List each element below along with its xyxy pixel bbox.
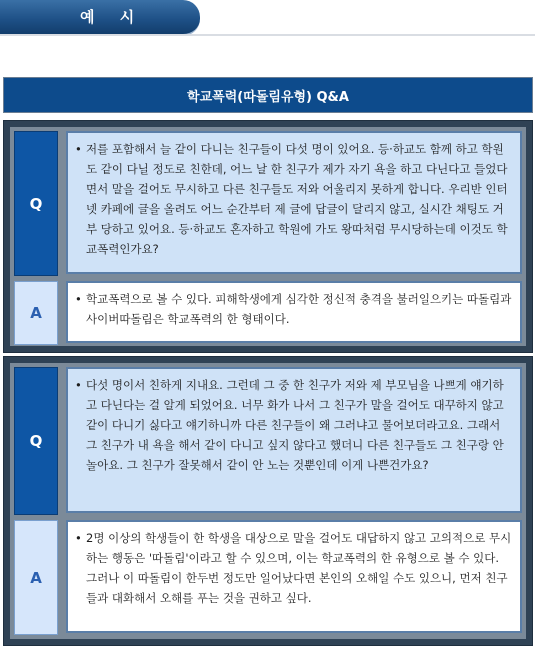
- page-title: 학교폭력(따돌림유형) Q&A: [187, 89, 349, 105]
- qa-block-1: [3, 120, 533, 353]
- title-bar: [3, 77, 533, 113]
- answer-text-box: [66, 281, 522, 343]
- answer-label: A: [14, 281, 58, 345]
- qa-block-1-inner: [10, 127, 526, 346]
- answer-label: A: [14, 520, 58, 635]
- answer-text: 학교폭력으로 볼 수 있다. 피해학생에게 심각한 정신적 충격을 불러일으키는 따돌림과 사이버따돌림은 학교폭력의 한 형태이다.: [86, 292, 512, 326]
- section-header-pill: [0, 0, 200, 36]
- question-text: 다섯 명이서 친하게 지내요. 그런데 그 중 한 친구가 저와 제 부모님을 나쁘게 얘기하고 다닌다는 걸 알게 되었어요. 너무 화가 나서 그 친구가 말을 걸어도 대꾸하지 않고 같이 다니기 싫다고 얘기하니까 다른 친구들이 왜 그러냐고 물어보더라고요. 그래서 그 친구가 내 욕을 해서 같이 다니고 싶지 않다고 했더니 다른 친구들도 그 친구랑 안 놀아요. 그 친구가 잘못해서 같이 안 노는 것뿐인데 이게 나쁜건가요?: [86, 378, 504, 472]
- bullet-icon: •: [75, 142, 82, 156]
- qa-block-2-inner: [10, 363, 526, 639]
- answer-text: 2명 이상의 학생들이 한 학생을 대상으로 말을 걸어도 대답하지 않고 고의적으로 무시하는 행동은 '따돌림'이라고 할 수 있으며, 이는 학교폭력의 한 유형으로 볼 수 있다. 그러나 이 따돌림이 한두번 정도만 일어났다면 본인의 오해일 수도 있으니, 먼저 친구들과 대화해서 오해를 푸는 것을 권하고 싶다.: [86, 531, 512, 605]
- bullet-icon: •: [75, 378, 82, 392]
- question-text: 저를 포함해서 늘 같이 다니는 친구들이 다섯 명이 있어요. 등·하교도 함께 하고 학원도 같이 다닐 정도로 친한데, 어느 날 한 친구가 제가 자기 욕을 하고 다닌다고 들었다면서 말을 걸어도 무시하고 다른 친구들도 저와 어울리지 못하게 합니다. 우리반 인터넷 카페에 글을 올려도 어느 순간부터 제 글에 답글이 달리지 않고, 실시간 채팅도 거부 당하고 있어요. 등·하교도 혼자하고 학원에 가도 왕따처럼 무시당하는데 이것도 학교폭력인가요?: [86, 142, 508, 256]
- bullet-icon: •: [75, 531, 82, 545]
- header-divider: [0, 34, 535, 36]
- qa-block-2: [3, 356, 533, 646]
- question-text-box: [66, 131, 522, 274]
- answer-text-box: [66, 520, 522, 633]
- question-label: Q: [14, 131, 58, 276]
- question-label: Q: [14, 367, 58, 515]
- question-text-box: [66, 367, 522, 513]
- section-header-label: 예 시: [80, 8, 145, 26]
- bullet-icon: •: [75, 292, 82, 306]
